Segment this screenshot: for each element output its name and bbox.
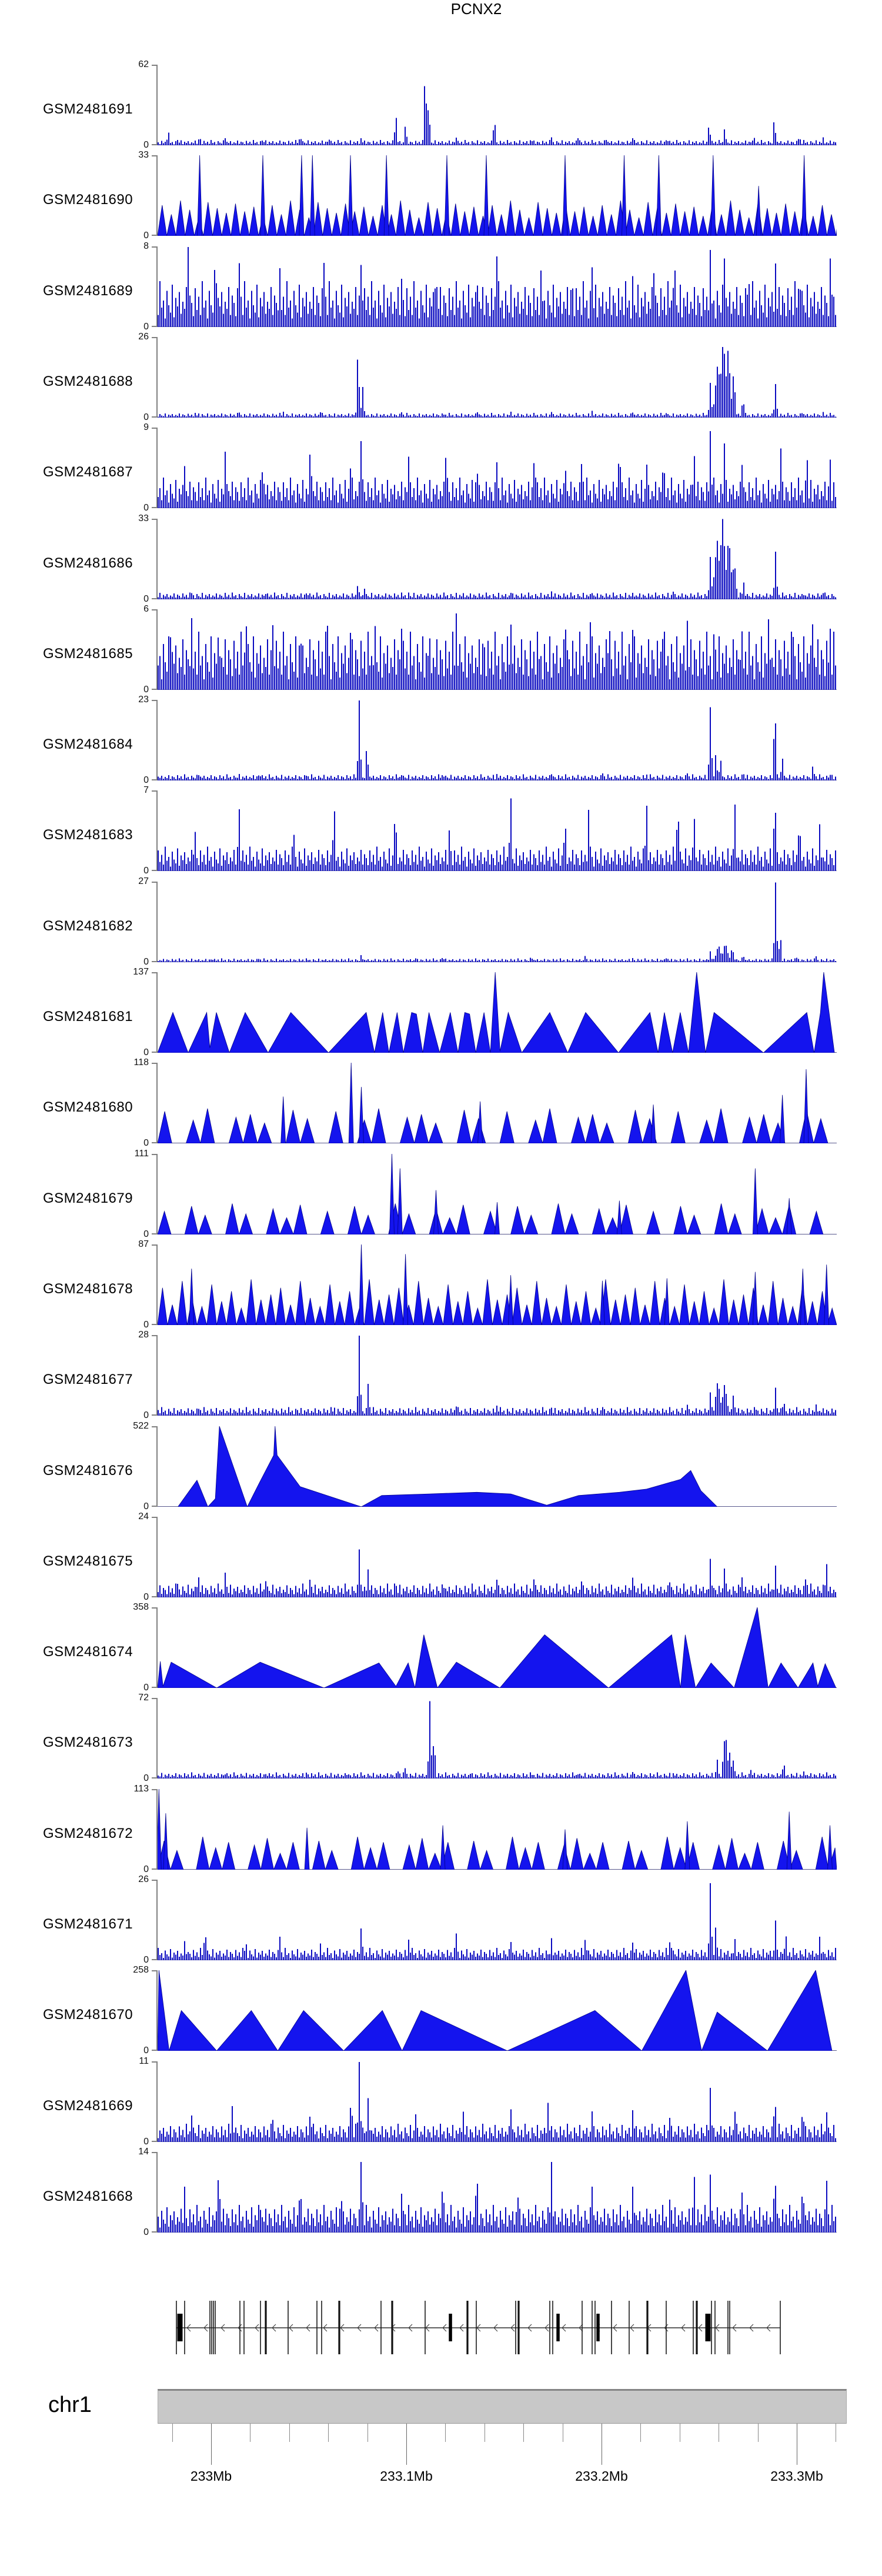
y-max-label: 7: [143, 785, 149, 795]
exon-box: [380, 2301, 382, 2354]
exon-box: [549, 2301, 550, 2354]
y-zero-label: 0: [143, 2046, 149, 2056]
exon-box: [629, 2301, 630, 2354]
y-axis-zero-tick: [152, 2141, 157, 2142]
signal-plot: [158, 1698, 837, 1778]
y-max-label: 33: [138, 513, 149, 523]
track-row: [0, 1511, 882, 1602]
track-label: GSM2481677: [43, 1372, 133, 1387]
signal-plot: [158, 790, 837, 871]
track-row: [0, 1330, 882, 1420]
exon-box: [321, 2301, 322, 2354]
track-label: GSM2481684: [43, 736, 133, 752]
track-row: [0, 1239, 882, 1330]
exon-box: [176, 2301, 177, 2354]
exon-box: [594, 2301, 596, 2354]
y-zero-label: 0: [143, 1047, 149, 1057]
signal-plot: [158, 882, 837, 962]
exon-box: [184, 2301, 185, 2354]
y-axis-top-tick: [152, 1789, 157, 1790]
exon-box: [666, 2301, 667, 2354]
y-max-label: 6: [143, 604, 149, 614]
track-label: GSM2481682: [43, 918, 133, 934]
y-zero-label: 0: [143, 1229, 149, 1239]
y-axis-zero-tick: [152, 416, 157, 418]
y-axis-zero-tick: [152, 1868, 157, 1870]
y-zero-label: 0: [143, 140, 149, 150]
y-zero-label: 0: [143, 2227, 149, 2237]
y-axis-top-tick: [152, 609, 157, 610]
track-row: [0, 876, 882, 967]
track-label: GSM2481686: [43, 555, 133, 571]
y-axis-zero-tick: [152, 961, 157, 962]
y-max-label: 26: [138, 1874, 149, 1884]
y-max-label: 28: [138, 1330, 149, 1340]
y-zero-label: 0: [143, 1410, 149, 1420]
y-axis-top-tick: [152, 1335, 157, 1336]
track-row: [0, 422, 882, 513]
ruler-tick-major: [211, 2424, 212, 2465]
y-zero-label: 0: [143, 957, 149, 967]
chromosome-ideogram: [158, 2389, 847, 2424]
exon-box: [209, 2301, 211, 2354]
y-zero-label: 0: [143, 322, 149, 332]
y-zero-label: 0: [143, 1592, 149, 1602]
ruler-tick-label: 233.2Mb: [575, 2468, 628, 2484]
y-axis-zero-tick: [152, 1596, 157, 1597]
track-label: GSM2481681: [43, 1009, 133, 1025]
track-row: [0, 695, 882, 785]
track-label: GSM2481670: [43, 2007, 133, 2023]
y-axis-top-tick: [152, 1607, 157, 1609]
y-axis-top-tick: [152, 246, 157, 248]
y-zero-label: 0: [143, 231, 149, 241]
exon-box: [727, 2301, 729, 2354]
ruler-tick-label: 233Mb: [190, 2468, 232, 2484]
y-max-label: 27: [138, 876, 149, 886]
ruler-tick-minor: [172, 2424, 173, 2442]
track-row: [0, 785, 882, 876]
ruler-tick-minor: [758, 2424, 759, 2442]
exon-box: [391, 2301, 393, 2354]
ruler-tick-minor: [523, 2424, 524, 2442]
y-zero-label: 0: [143, 685, 149, 695]
ruler-tick-minor: [328, 2424, 329, 2442]
track-label: GSM2481685: [43, 646, 133, 662]
exon-box: [592, 2301, 593, 2354]
track-row: [0, 241, 882, 332]
track-label: GSM2481676: [43, 1463, 133, 1479]
y-max-label: 358: [133, 1602, 149, 1612]
y-axis-top-tick: [152, 428, 157, 429]
track-row: [0, 1965, 882, 2056]
gene-name-label: PCNX2: [450, 0, 502, 18]
signal-plot: [158, 65, 837, 145]
track-label: GSM2481671: [43, 1916, 133, 1932]
y-axis-top-tick: [152, 790, 157, 792]
y-zero-label: 0: [143, 2137, 149, 2147]
y-axis-top-tick: [152, 2152, 157, 2153]
y-max-label: 11: [139, 2056, 149, 2066]
y-zero-label: 0: [143, 594, 149, 604]
y-axis-top-tick: [152, 155, 157, 156]
signal-plot: [158, 2152, 837, 2233]
y-axis-zero-tick: [152, 1052, 157, 1053]
y-axis-top-tick: [152, 1970, 157, 1971]
y-axis-zero-tick: [152, 689, 157, 690]
exon-box: [729, 2301, 730, 2354]
exon-box: [178, 2314, 183, 2341]
y-max-label: 62: [138, 59, 149, 69]
track-label: GSM2481689: [43, 283, 133, 299]
signal-plot: [158, 1244, 837, 1325]
track-label: GSM2481690: [43, 192, 133, 208]
y-zero-label: 0: [143, 1773, 149, 1783]
signal-plot: [158, 972, 837, 1053]
y-max-label: 9: [143, 422, 149, 432]
track-row: [0, 967, 882, 1057]
track-row: [0, 1421, 882, 1511]
y-axis-top-tick: [152, 337, 157, 338]
exon-box: [449, 2314, 452, 2341]
exon-box: [693, 2301, 694, 2354]
y-zero-label: 0: [143, 1864, 149, 1874]
signal-plot: [158, 1063, 837, 1143]
exon-box: [215, 2301, 216, 2354]
y-axis-top-tick: [152, 972, 157, 973]
track-label: GSM2481674: [43, 1644, 133, 1660]
track-label: GSM2481687: [43, 464, 133, 480]
y-axis-zero-tick: [152, 1324, 157, 1325]
exon-box: [714, 2301, 716, 2354]
track-row: [0, 1784, 882, 1874]
track-row: [0, 59, 882, 150]
signal-plot: [158, 1789, 837, 1870]
exon-box: [646, 2301, 648, 2354]
exon-box: [582, 2301, 583, 2354]
signal-plot: [158, 2061, 837, 2142]
y-max-label: 14: [138, 2147, 149, 2157]
y-zero-label: 0: [143, 775, 149, 785]
track-row: [0, 2147, 882, 2237]
y-axis-top-tick: [152, 700, 157, 701]
track-label: GSM2481680: [43, 1099, 133, 1115]
track-row: [0, 1693, 882, 1783]
track-label: GSM2481678: [43, 1281, 133, 1297]
exon-box: [706, 2314, 711, 2341]
y-axis-zero-tick: [152, 144, 157, 145]
y-axis-zero-tick: [152, 1414, 157, 1416]
signal-plot: [158, 155, 837, 236]
ruler-tick-minor: [289, 2424, 290, 2442]
y-axis-zero-tick: [152, 1142, 157, 1143]
track-label: GSM2481673: [43, 1734, 133, 1750]
y-max-label: 8: [143, 241, 149, 251]
y-zero-label: 0: [143, 412, 149, 422]
y-max-label: 113: [133, 1784, 149, 1794]
y-axis-top-tick: [152, 1880, 157, 1881]
ruler-tick-major: [406, 2424, 407, 2465]
y-axis-zero-tick: [152, 1959, 157, 1960]
track-label: GSM2481679: [43, 1190, 133, 1206]
y-axis-zero-tick: [152, 779, 157, 780]
track-row: [0, 1602, 882, 1693]
y-zero-label: 0: [143, 1320, 149, 1330]
exon-box: [316, 2301, 318, 2354]
y-axis-top-tick: [152, 1517, 157, 1518]
y-axis-top-tick: [152, 65, 157, 66]
y-axis-top-tick: [152, 2061, 157, 2063]
exon-box: [711, 2301, 712, 2354]
track-label: GSM2481668: [43, 2188, 133, 2204]
y-max-label: 258: [133, 1965, 149, 1975]
y-max-label: 72: [138, 1693, 149, 1703]
exon-box: [611, 2301, 612, 2354]
track-row: [0, 604, 882, 695]
signal-plot: [158, 1154, 837, 1234]
ruler-tick-minor: [640, 2424, 641, 2442]
y-max-label: 111: [134, 1149, 149, 1159]
exon-box: [556, 2314, 560, 2341]
y-axis-top-tick: [152, 519, 157, 520]
y-axis-zero-tick: [152, 2231, 157, 2233]
y-axis-zero-tick: [152, 598, 157, 599]
signal-plot: [158, 428, 837, 508]
y-axis-zero-tick: [152, 326, 157, 327]
exon-box: [517, 2301, 519, 2354]
exon-box: [596, 2314, 600, 2341]
ruler-tick-label: 233.1Mb: [380, 2468, 433, 2484]
y-axis-top-tick: [152, 1154, 157, 1155]
signal-plot: [158, 337, 837, 418]
track-label: GSM2481691: [43, 101, 133, 117]
y-max-label: 23: [138, 695, 149, 705]
exon-box: [243, 2301, 245, 2354]
track-row: [0, 332, 882, 422]
y-max-label: 33: [138, 150, 149, 160]
y-zero-label: 0: [143, 1955, 149, 1965]
y-zero-label: 0: [143, 866, 149, 876]
ruler-tick-minor: [445, 2424, 446, 2442]
y-max-label: 522: [133, 1421, 149, 1431]
signal-plot: [158, 609, 837, 690]
y-axis-zero-tick: [152, 1687, 157, 1688]
track-label: GSM2481672: [43, 1826, 133, 1841]
y-axis-top-tick: [152, 1698, 157, 1699]
y-max-label: 87: [138, 1239, 149, 1249]
y-zero-label: 0: [143, 1501, 149, 1511]
exon-box: [515, 2301, 516, 2354]
y-axis-zero-tick: [152, 507, 157, 508]
track-row: [0, 2056, 882, 2147]
track-row: [0, 1149, 882, 1239]
y-axis-zero-tick: [152, 1233, 157, 1234]
y-zero-label: 0: [143, 1683, 149, 1693]
exon-box: [213, 2301, 214, 2354]
signal-plot: [158, 1335, 837, 1416]
y-axis-zero-tick: [152, 1506, 157, 1507]
exon-box: [239, 2301, 240, 2354]
exon-box: [780, 2301, 781, 2354]
y-axis-top-tick: [152, 1426, 157, 1427]
ruler-tick-label: 233.3Mb: [770, 2468, 823, 2484]
y-max-label: 137: [133, 967, 149, 977]
y-zero-label: 0: [143, 1138, 149, 1148]
exon-box: [466, 2301, 468, 2354]
track-row: [0, 513, 882, 604]
exon-box: [288, 2301, 289, 2354]
y-axis-top-tick: [152, 882, 157, 883]
y-axis-zero-tick: [152, 235, 157, 236]
y-axis-top-tick: [152, 1063, 157, 1064]
signal-plot: [158, 1426, 837, 1507]
signal-plot: [158, 1607, 837, 1688]
signal-plot: [158, 1970, 837, 2051]
exon-box: [476, 2301, 477, 2354]
track-label: GSM2481675: [43, 1553, 133, 1569]
exon-box: [265, 2301, 266, 2354]
track-row: [0, 1057, 882, 1148]
signal-plot: [158, 700, 837, 780]
track-row: [0, 150, 882, 241]
track-label: GSM2481669: [43, 2098, 133, 2114]
exon-box: [696, 2301, 697, 2354]
exon-box: [552, 2301, 553, 2354]
exon-box: [425, 2301, 426, 2354]
y-max-label: 24: [138, 1511, 149, 1521]
exon-box: [211, 2301, 212, 2354]
exon-box: [338, 2301, 340, 2354]
y-max-label: 118: [133, 1057, 149, 1067]
track-label: GSM2481688: [43, 373, 133, 389]
y-zero-label: 0: [143, 503, 149, 513]
y-max-label: 26: [138, 332, 149, 342]
signal-plot: [158, 519, 837, 599]
gene-model-svg: [153, 2293, 858, 2358]
y-axis-zero-tick: [152, 2050, 157, 2051]
signal-plot: [158, 246, 837, 327]
signal-plot: [158, 1517, 837, 1597]
track-row: [0, 1874, 882, 1965]
signal-plot: [158, 1880, 837, 1960]
exon-box: [260, 2301, 261, 2354]
y-axis-zero-tick: [152, 870, 157, 871]
y-axis-zero-tick: [152, 1777, 157, 1778]
y-axis-top-tick: [152, 1244, 157, 1246]
chromosome-label: chr1: [48, 2393, 92, 2417]
track-label: GSM2481683: [43, 827, 133, 843]
